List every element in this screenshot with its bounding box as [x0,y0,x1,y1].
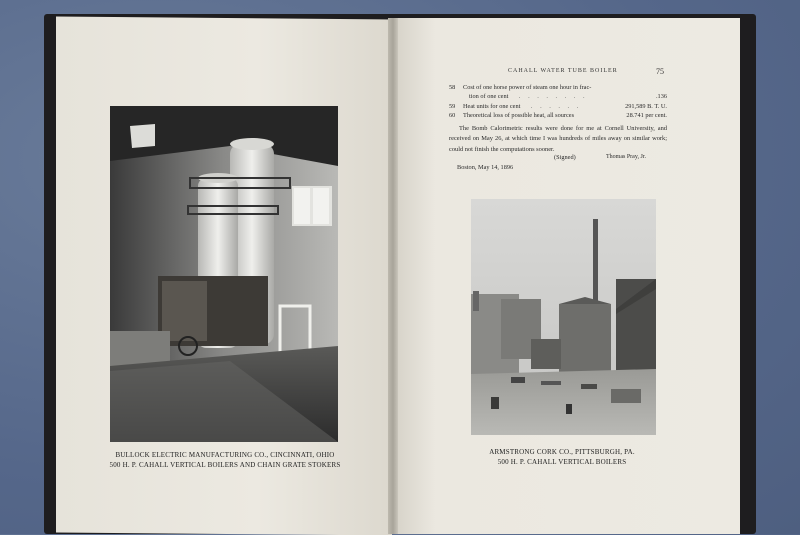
row-value: 291,589 B. T. U. [625,103,667,110]
boiler-room-photo [110,106,338,442]
factory-yard-illustration [471,199,656,435]
table-row [449,112,667,119]
row-number: 60 [449,112,456,119]
table-row: tion of one cent . . . . . . . . .136 [449,93,667,100]
row-value: 28.741 per cent. [626,112,667,119]
place-date: Boston, May 14, 1896 [457,164,514,171]
signer-name: Thomas Pray, Jr. [606,154,646,160]
book-gutter [388,18,398,534]
right-caption-line1: ARMSTRONG CORK CO., PITTSBURGH, PA. [489,448,635,456]
right-caption-line2: 500 H. P. CAHALL VERTICAL BOILERS [497,458,627,466]
row-label: Theoretical loss of possible heat, all sources [463,112,575,119]
body-paragraph: The Bomb Calorimetric results were done for me at Cornell University, and received on May 26, at which time I was hundreds of miles away on similar work; could not finish the computations sooner. [449,125,667,153]
signed-label: (Signed) [554,154,576,161]
right-plate-caption [462,447,662,467]
row-label: tion of one cent [469,93,509,100]
table-row: 59 Heat units for one cent . . . . . . 291,589 B. T. U. [449,103,667,110]
boiler-room-illustration [110,106,338,442]
left-caption-line1: BULLOCK ELECTRIC MANUFACTURING CO., CINCINNATI, OHIO [115,451,335,459]
running-header: CAHALL WATER TUBE BOILER [508,68,618,74]
row-number: 59 [449,103,456,110]
row-number: 58 [449,84,456,91]
page-number: 75 [656,67,664,76]
row-label: Cost of one horse power of steam one hour in frac- [463,84,592,91]
table-row [449,84,667,91]
row-label: Heat units for one cent [463,103,521,110]
row-value: .136 [655,93,667,100]
factory-yard-photo [471,199,656,435]
left-caption-line2: 500 H. P. CAHALL VERTICAL BOILERS AND CHAIN GRATE STOKERS [109,461,341,469]
left-plate-caption [100,450,350,470]
